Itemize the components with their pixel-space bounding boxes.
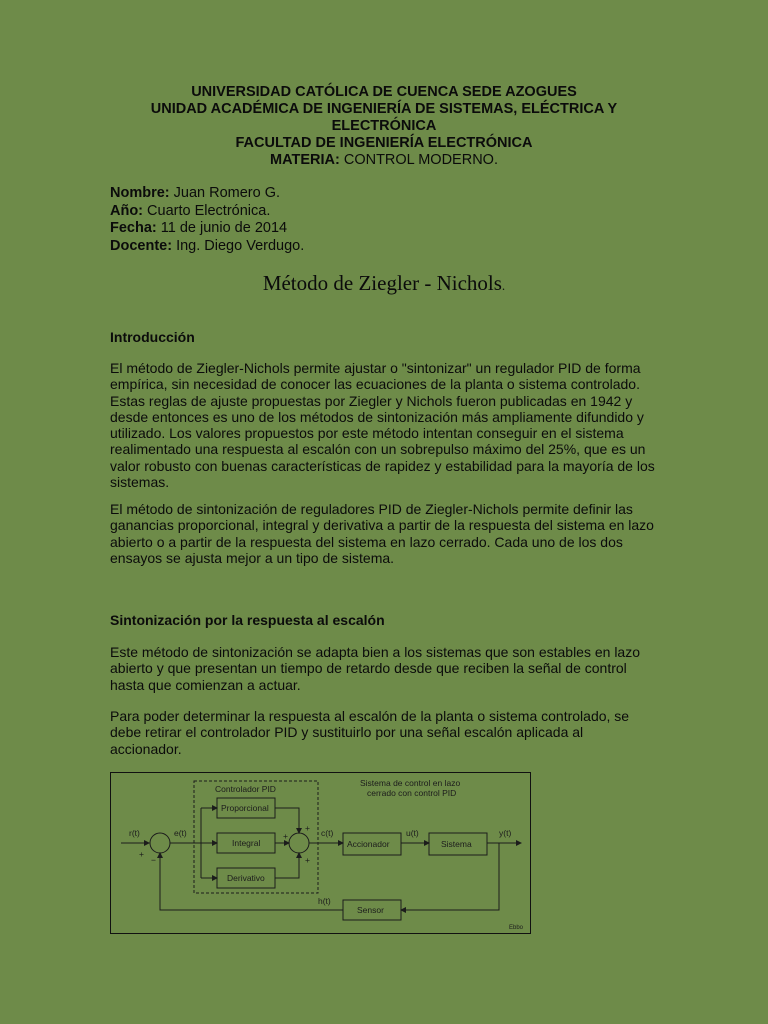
academic-unit-line2: ELECTRÓNICA bbox=[331, 118, 437, 134]
diagram-credit: Ebbo bbox=[509, 925, 524, 931]
name-value: Juan Romero G. bbox=[169, 185, 281, 201]
label-e: e(t) bbox=[174, 828, 187, 838]
step-response-paragraph-1: Este método de sintonización se adapta bien a los sistemas que son estables en lazo abierto y que presentan un tiempo de retardo desde que reciben la señal de control hasta que comienzan a actuar. bbox=[110, 644, 640, 693]
year-row bbox=[110, 203, 304, 221]
sensor-label: Sensor bbox=[357, 905, 384, 915]
diagram-caption-line1: Sistema de control en lazo bbox=[360, 778, 461, 788]
sign-plus-d: + bbox=[305, 855, 310, 865]
faculty-name: FACULTAD DE INGENIERÍA ELECTRÓNICA bbox=[235, 135, 533, 151]
derivative-output-line bbox=[275, 853, 299, 878]
proportional-label: Proporcional bbox=[221, 803, 269, 813]
intro-paragraph-2: El método de sintonización de reguladores PID de Ziegler-Nichols permite definir las ganancias proporcional, integral y derivativa a partir de la respuesta del sistema en lazo abierto o a partir de la respuesta del sistema en lazo cerrado. Cada uno de los dos ensayos se ajusta mejor a un tipo de sistema. bbox=[110, 501, 654, 566]
subject-label: MATERIA: bbox=[270, 152, 340, 168]
university-name: UNIVERSIDAD CATÓLICA DE CUENCA SEDE AZOGUES bbox=[191, 84, 577, 100]
intro-paragraph-1: El método de Ziegler-Nichols permite ajustar o "sintonizar" un regulador PID de forma empírica, sin necesidad de conocer las ecuaciones de la planta o sistema controlado. Estas reglas de ajuste propuestas por Ziegler y Nichols fueron publicadas en 1942 y desde entonces es uno de los métodos de sintonización más ampliamente difundido y utilizado. Los valores propuestos por este método intentan conseguir en el sistema realimentado una respuesta al escalón con un sobrepulso máximo del 25%, que es un valor robusto con buenas características de rapidez y estabilidad para la mayoría de los sistemas. bbox=[110, 360, 655, 491]
date-row bbox=[110, 220, 304, 238]
year-value: Cuarto Electrónica. bbox=[143, 202, 271, 219]
label-c: c(t) bbox=[321, 828, 334, 838]
document-header bbox=[0, 84, 768, 169]
plant-label: Sistema bbox=[441, 839, 472, 849]
diagram-caption-line2: cerrado con control PID bbox=[367, 788, 457, 798]
summing-junction-pid bbox=[289, 833, 309, 853]
sign-plus-p: + bbox=[305, 823, 310, 833]
subject-value: CONTROL MODERNO. bbox=[339, 152, 498, 168]
label-r: r(t) bbox=[129, 828, 140, 838]
document-title bbox=[0, 270, 768, 299]
label-u: u(t) bbox=[406, 828, 419, 838]
teacher-row bbox=[110, 238, 304, 256]
pid-diagram-svg bbox=[111, 773, 529, 932]
subject-line bbox=[0, 152, 768, 169]
teacher-label: Docente: bbox=[110, 237, 173, 254]
teacher-value: Ing. Diego Verdugo. bbox=[172, 237, 305, 254]
derivative-label: Derivativo bbox=[227, 873, 265, 883]
academic-unit-line1: UNIDAD ACADÉMICA DE INGENIERÍA DE SISTEMAS, ELÉCTRICA Y bbox=[150, 101, 618, 117]
date-label: Fecha: bbox=[110, 220, 157, 236]
sign-minus-feedback: − bbox=[151, 855, 156, 865]
integral-label: Integral bbox=[232, 838, 261, 848]
pid-block-diagram bbox=[110, 772, 531, 934]
actuator-label: Accionador bbox=[347, 839, 390, 849]
year-label: Año: bbox=[110, 202, 144, 219]
step-response-heading: Sintonización por la respuesta al escalón bbox=[110, 612, 385, 628]
title-text: Método de Ziegler - Nichols bbox=[262, 271, 502, 295]
sign-plus-i: + bbox=[283, 831, 288, 841]
author-info bbox=[110, 185, 304, 255]
title-dot: . bbox=[501, 278, 506, 293]
sign-plus-input: + bbox=[139, 849, 144, 859]
feedback-to-sensor-line bbox=[401, 843, 499, 910]
pid-controller-label: Controlador PID bbox=[215, 784, 276, 794]
summing-junction-error bbox=[150, 833, 170, 853]
intro-heading: Introducción bbox=[110, 329, 195, 345]
label-y: y(t) bbox=[499, 828, 512, 838]
proportional-output-line bbox=[275, 808, 299, 833]
name-row bbox=[110, 185, 304, 203]
step-response-paragraph-2: Para poder determinar la respuesta al escalón de la planta o sistema controlado, se debe retirar el controlador PID y sustituirlo por una señal escalón aplicada al accionador. bbox=[110, 708, 630, 757]
date-value: 11 de junio de 2014 bbox=[156, 220, 288, 236]
name-label: Nombre: bbox=[110, 185, 170, 201]
label-h: h(t) bbox=[318, 896, 331, 906]
